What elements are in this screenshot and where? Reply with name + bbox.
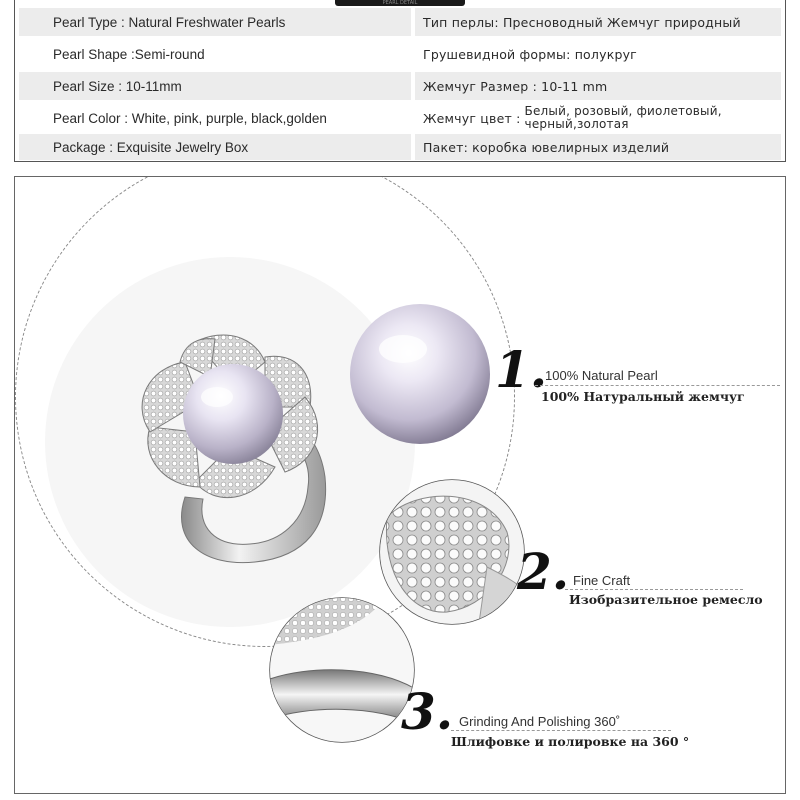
spec-table-header: PEARL DETAIL xyxy=(335,0,465,6)
polish-detail-image xyxy=(267,595,417,745)
feature-2-number: 2. xyxy=(517,542,570,601)
feature-2-subtitle: Изобразительное ремесло xyxy=(569,592,763,607)
feature-1-subtitle: 100% Натуральный жемчуг xyxy=(541,389,745,404)
spec-table xyxy=(14,0,786,162)
spec-ru-type: Тип перлы: Пресноводный Жемчуг природный xyxy=(415,8,781,36)
pearl-ring-image xyxy=(115,327,345,577)
spec-en-shape: Pearl Shape :Semi-round xyxy=(53,46,205,62)
ring-pearl xyxy=(183,364,283,464)
spec-ru-size: Жемчуг Размер : 10-11 mm xyxy=(415,72,781,100)
feature-3-divider xyxy=(451,730,671,731)
feature-1-title: 100% Natural Pearl xyxy=(545,368,658,383)
spec-row-size xyxy=(19,72,781,100)
product-showcase xyxy=(14,176,786,794)
spec-row-type xyxy=(19,8,781,36)
feature-3-subtitle: Шлифовке и полировке на 360 ° xyxy=(451,734,690,749)
feature-1-number: 1. xyxy=(495,340,548,399)
spec-en-type: Pearl Type : Natural Freshwater Pearls xyxy=(19,8,411,36)
feature-1-divider xyxy=(535,385,780,386)
feature-2-title: Fine Craft xyxy=(573,573,631,588)
spec-ru-color-line1: Белый, розовый, фиолетовый, xyxy=(524,104,722,118)
spec-ru-package: Пакет: коробка ювелирных изделий xyxy=(415,134,781,160)
feature-2-divider xyxy=(565,589,743,590)
spec-row-package xyxy=(19,134,781,160)
spec-en-package: Package : Exquisite Jewelry Box xyxy=(19,134,411,160)
spec-ru-color-line2: черный,золотая xyxy=(524,117,629,131)
spec-ru-shape: Грушевидной формы: полукруг xyxy=(423,46,637,62)
spec-en-size: Pearl Size : 10-11mm xyxy=(19,72,411,100)
loose-pearl-image xyxy=(345,299,495,449)
spec-row-color xyxy=(19,102,781,134)
spec-ru-color-label: Жемчуг цвет : xyxy=(423,110,521,126)
spec-en-color: Pearl Color : White, pink, purple, black,golden xyxy=(53,110,327,126)
spec-ru-color-values xyxy=(525,105,722,131)
spec-row-shape xyxy=(19,39,781,69)
spec-ru-color xyxy=(415,102,781,134)
feature-3-number: 3. xyxy=(401,682,454,741)
feature-3-title: Grinding And Polishing 360˚ xyxy=(459,714,621,729)
